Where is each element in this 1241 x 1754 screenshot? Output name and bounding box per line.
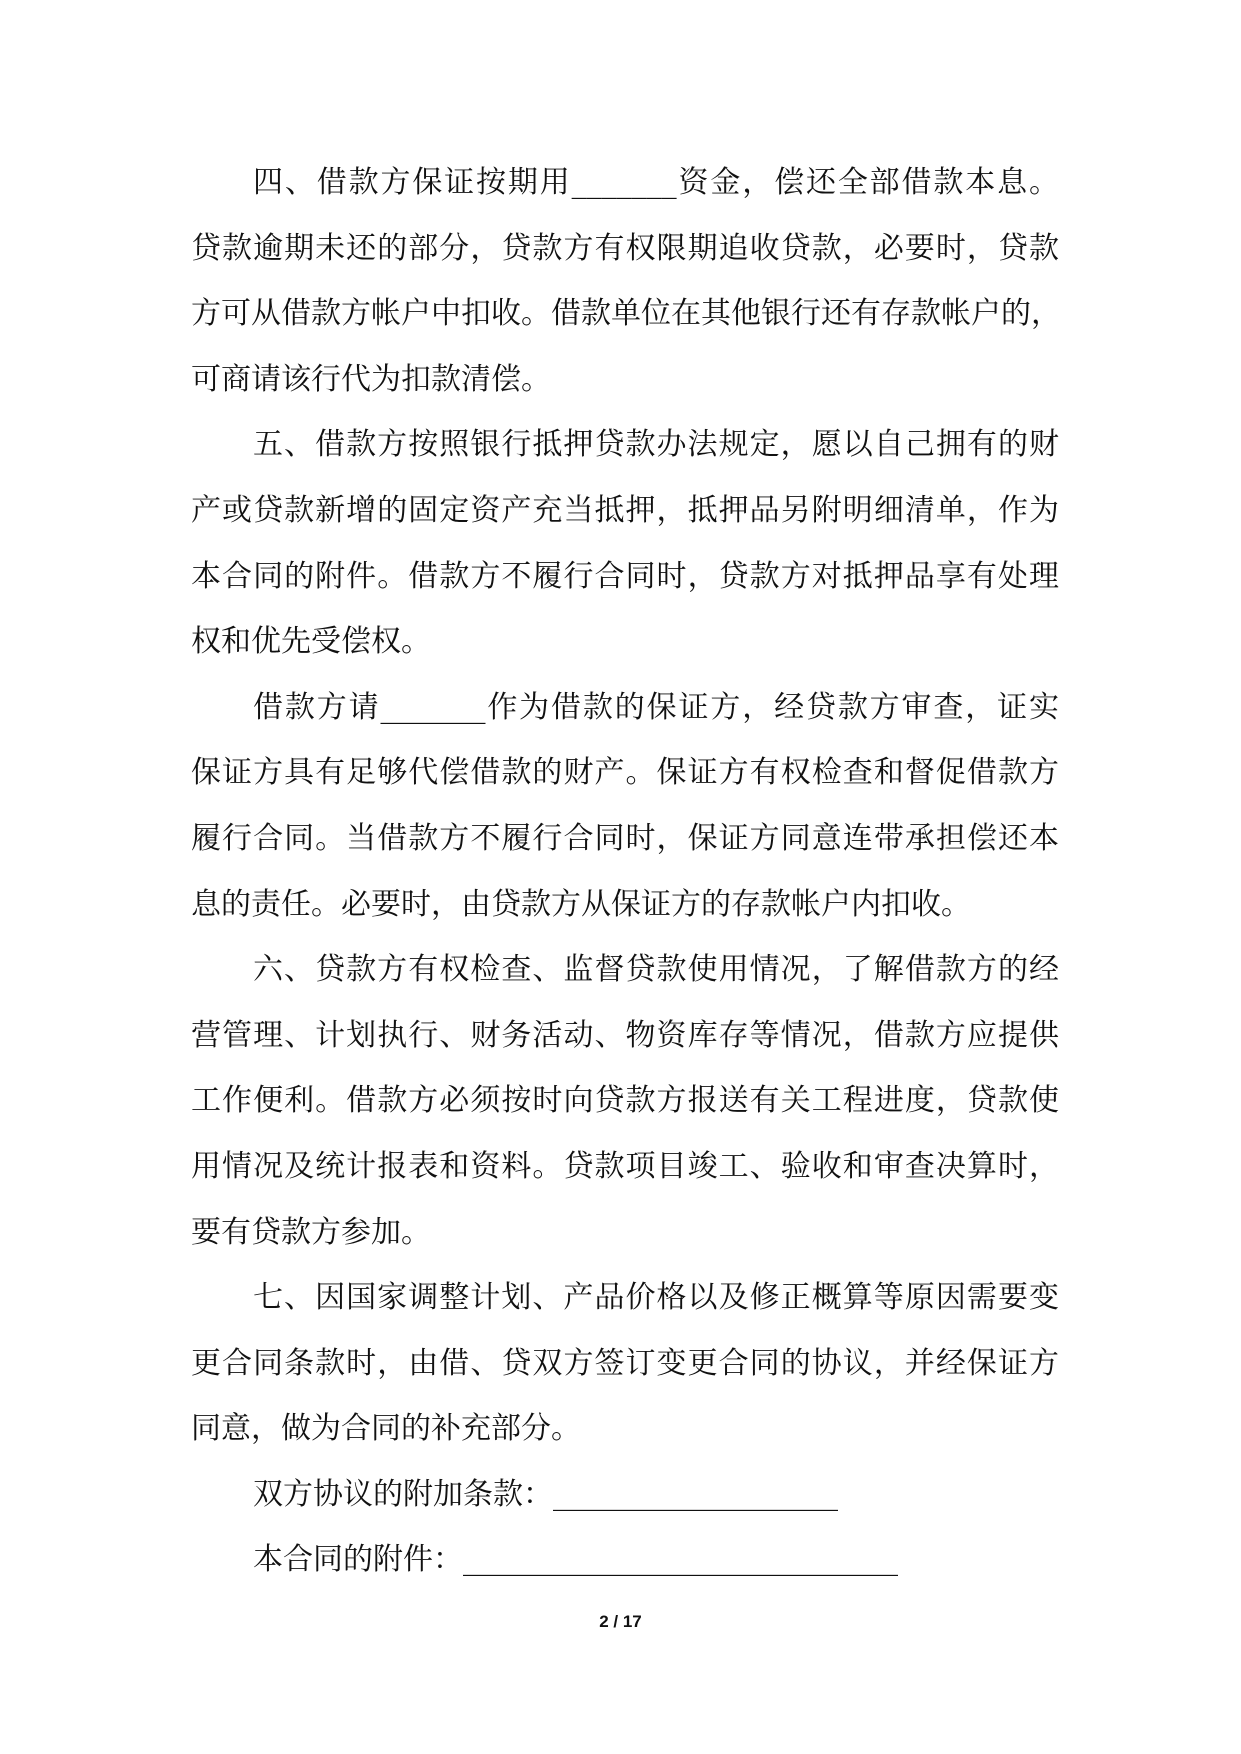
clause-six-paragraph xyxy=(191,937,1091,1265)
paragraph-line: 方可从借款方帐户中扣收。借款单位在其他银行还有存款帐户的， xyxy=(191,296,1061,332)
attachments-field: 本合同的附件：_____________________________ xyxy=(253,1542,898,1578)
page-number: 2 / 17 xyxy=(599,1612,642,1631)
paragraph-line: 工作便利。借款方必须按时向贷款方报送有关工程进度，贷款使 xyxy=(191,1083,1059,1119)
guarantor-paragraph xyxy=(191,675,1091,937)
paragraph-line: 七、因国家调整计划、产品价格以及修正概算等原因需要变 xyxy=(253,1280,1059,1316)
paragraph-line: 保证方具有足够代偿借款的财产。保证方有权检查和督促借款方 xyxy=(191,755,1059,791)
clause-seven-paragraph xyxy=(191,1265,1091,1462)
paragraph-line: 借款方请_______作为借款的保证方，经贷款方审查，证实 xyxy=(253,689,1059,725)
paragraph-line: 息的责任。必要时，由贷款方从保证方的存款帐户内扣收。 xyxy=(191,886,971,922)
additional-terms-field: 双方协议的附加条款：___________________ xyxy=(253,1476,838,1512)
paragraph-line: 用情况及统计报表和资料。贷款项目竣工、验收和审查决算时， xyxy=(191,1148,1059,1184)
attachments-line xyxy=(191,1527,1091,1593)
paragraph-line: 六、贷款方有权检查、监督贷款使用情况，了解借款方的经 xyxy=(253,952,1059,988)
clause-four-paragraph xyxy=(191,150,1091,412)
paragraph-line: 四、借款方保证按期用_______资金，偿还全部借款本息。 xyxy=(253,165,1059,200)
paragraph-line: 可商请该行代为扣款清偿。 xyxy=(191,361,551,397)
paragraph-line: 要有贷款方参加。 xyxy=(191,1214,431,1250)
paragraph-line: 本合同的附件。借款方不履行合同时，贷款方对抵押品享有处理 xyxy=(191,558,1059,594)
paragraph-line: 履行合同。当借款方不履行合同时，保证方同意连带承担偿还本 xyxy=(191,820,1059,856)
paragraph-line: 贷款逾期未还的部分，贷款方有权限期追收贷款，必要时，贷款 xyxy=(191,230,1059,266)
paragraph-line: 同意，做为合同的补充部分。 xyxy=(191,1411,581,1447)
paragraph-line: 五、借款方按照银行抵押贷款办法规定，愿以自己拥有的财 xyxy=(253,427,1059,463)
paragraph-line: 营管理、计划执行、财务活动、物资库存等情况，借款方应提供 xyxy=(191,1017,1059,1053)
additional-terms-line xyxy=(191,1462,1091,1528)
paragraph-line: 权和优先受偿权。 xyxy=(191,624,431,660)
clause-five-paragraph xyxy=(191,412,1091,674)
paragraph-line: 更合同条款时，由借、贷双方签订变更合同的协议，并经保证方 xyxy=(191,1345,1059,1381)
document-body xyxy=(191,150,1091,1593)
paragraph-line: 产或贷款新增的固定资产充当抵押，抵押品另附明细清单，作为 xyxy=(191,492,1059,528)
